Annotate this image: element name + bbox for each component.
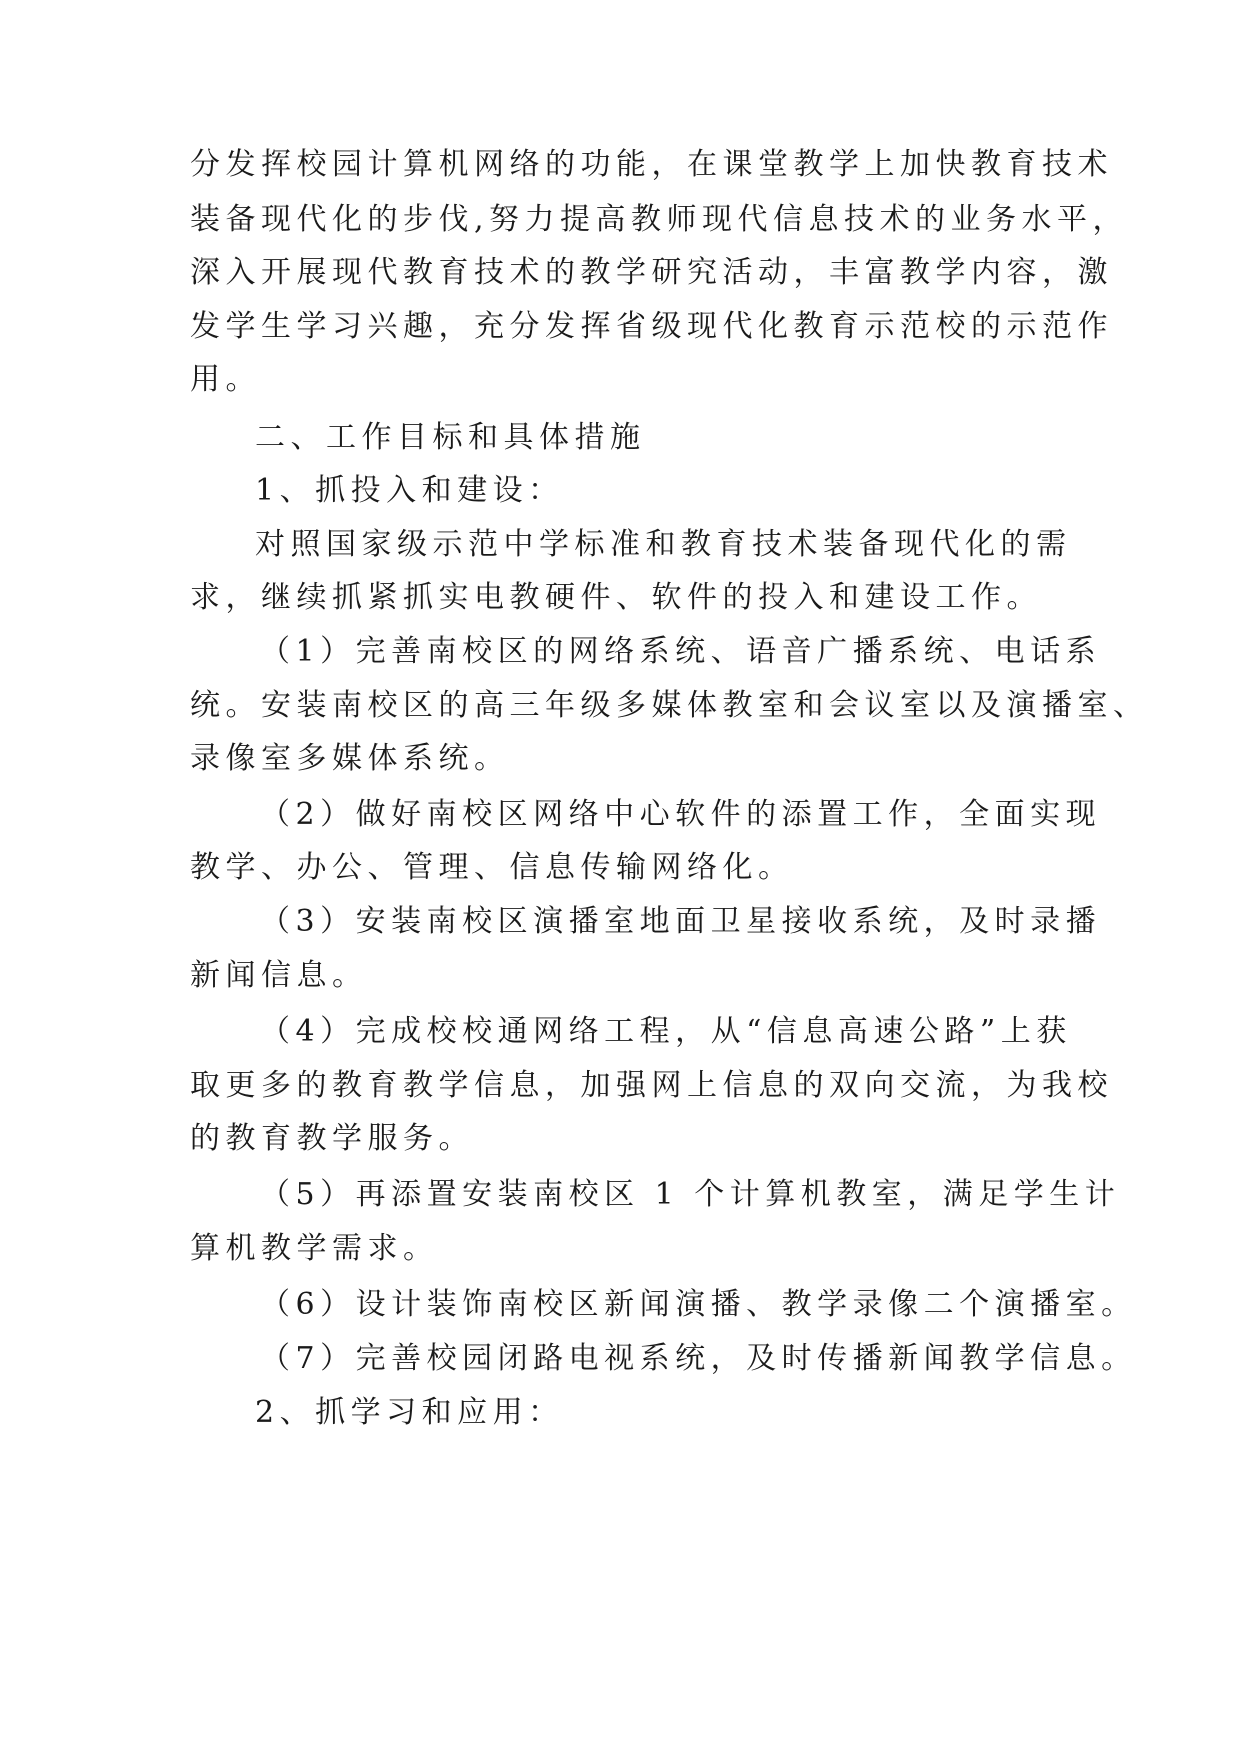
body-text-line: 发学生学习兴趣，充分发挥省级现代化教育示范校的示范作 <box>190 309 1113 344</box>
subsection-heading: 2、抓学习和应用： <box>255 1395 564 1430</box>
body-text-line: 用。 <box>190 362 261 397</box>
list-item-4-line: 的教育教学服务。 <box>190 1121 474 1156</box>
list-item-3-line: （3）安装南校区演播室地面卫星接收系统，及时录播 <box>260 904 1102 939</box>
body-text-line: 装备现代化的步伐,努力提高教师现代信息技术的业务水平， <box>190 202 1129 237</box>
body-text-line: 求，继续抓紧抓实电教硬件、软件的投入和建设工作。 <box>190 580 1042 615</box>
body-text-line: 深入开展现代教育技术的教学研究活动，丰富教学内容，激 <box>190 255 1113 290</box>
list-item-7-line: （7）完善校园闭路电视系统，及时传播新闻教学信息。 <box>260 1341 1137 1376</box>
list-item-1-line: 统。安装南校区的高三年级多媒体教室和会议室以及演播室、 <box>190 688 1149 723</box>
body-text-line: 对照国家级示范中学标准和教育技术装备现代化的需 <box>255 527 1072 562</box>
list-item-5-line: 算机教学需求。 <box>190 1231 439 1266</box>
list-item-2-line: 教学、办公、管理、信息传输网络化。 <box>190 850 794 885</box>
list-item-6-line: （6）设计装饰南校区新闻演播、教学录像二个演播室。 <box>260 1287 1137 1322</box>
subsection-heading: 1、抓投入和建设： <box>255 473 564 508</box>
section-heading: 二、工作目标和具体措施 <box>255 420 646 455</box>
list-item-5-line: （5）再添置安装南校区 1 个计算机教室，满足学生计 <box>260 1177 1121 1212</box>
list-item-3-line: 新闻信息。 <box>190 958 368 993</box>
list-item-1-line: 录像室多媒体系统。 <box>190 741 510 776</box>
list-item-2-line: （2）做好南校区网络中心软件的添置工作，全面实现 <box>260 797 1102 832</box>
list-item-4-line: 取更多的教育教学信息，加强网上信息的双向交流，为我校 <box>190 1068 1113 1103</box>
list-item-1-line: （1）完善南校区的网络系统、语音广播系统、电话系 <box>260 634 1102 669</box>
body-text-line: 分发挥校园计算机网络的功能，在课堂教学上加快教育技术 <box>190 147 1113 182</box>
list-item-4-line: （4）完成校校通网络工程，从“信息高速公路”上获 <box>260 1014 1072 1049</box>
